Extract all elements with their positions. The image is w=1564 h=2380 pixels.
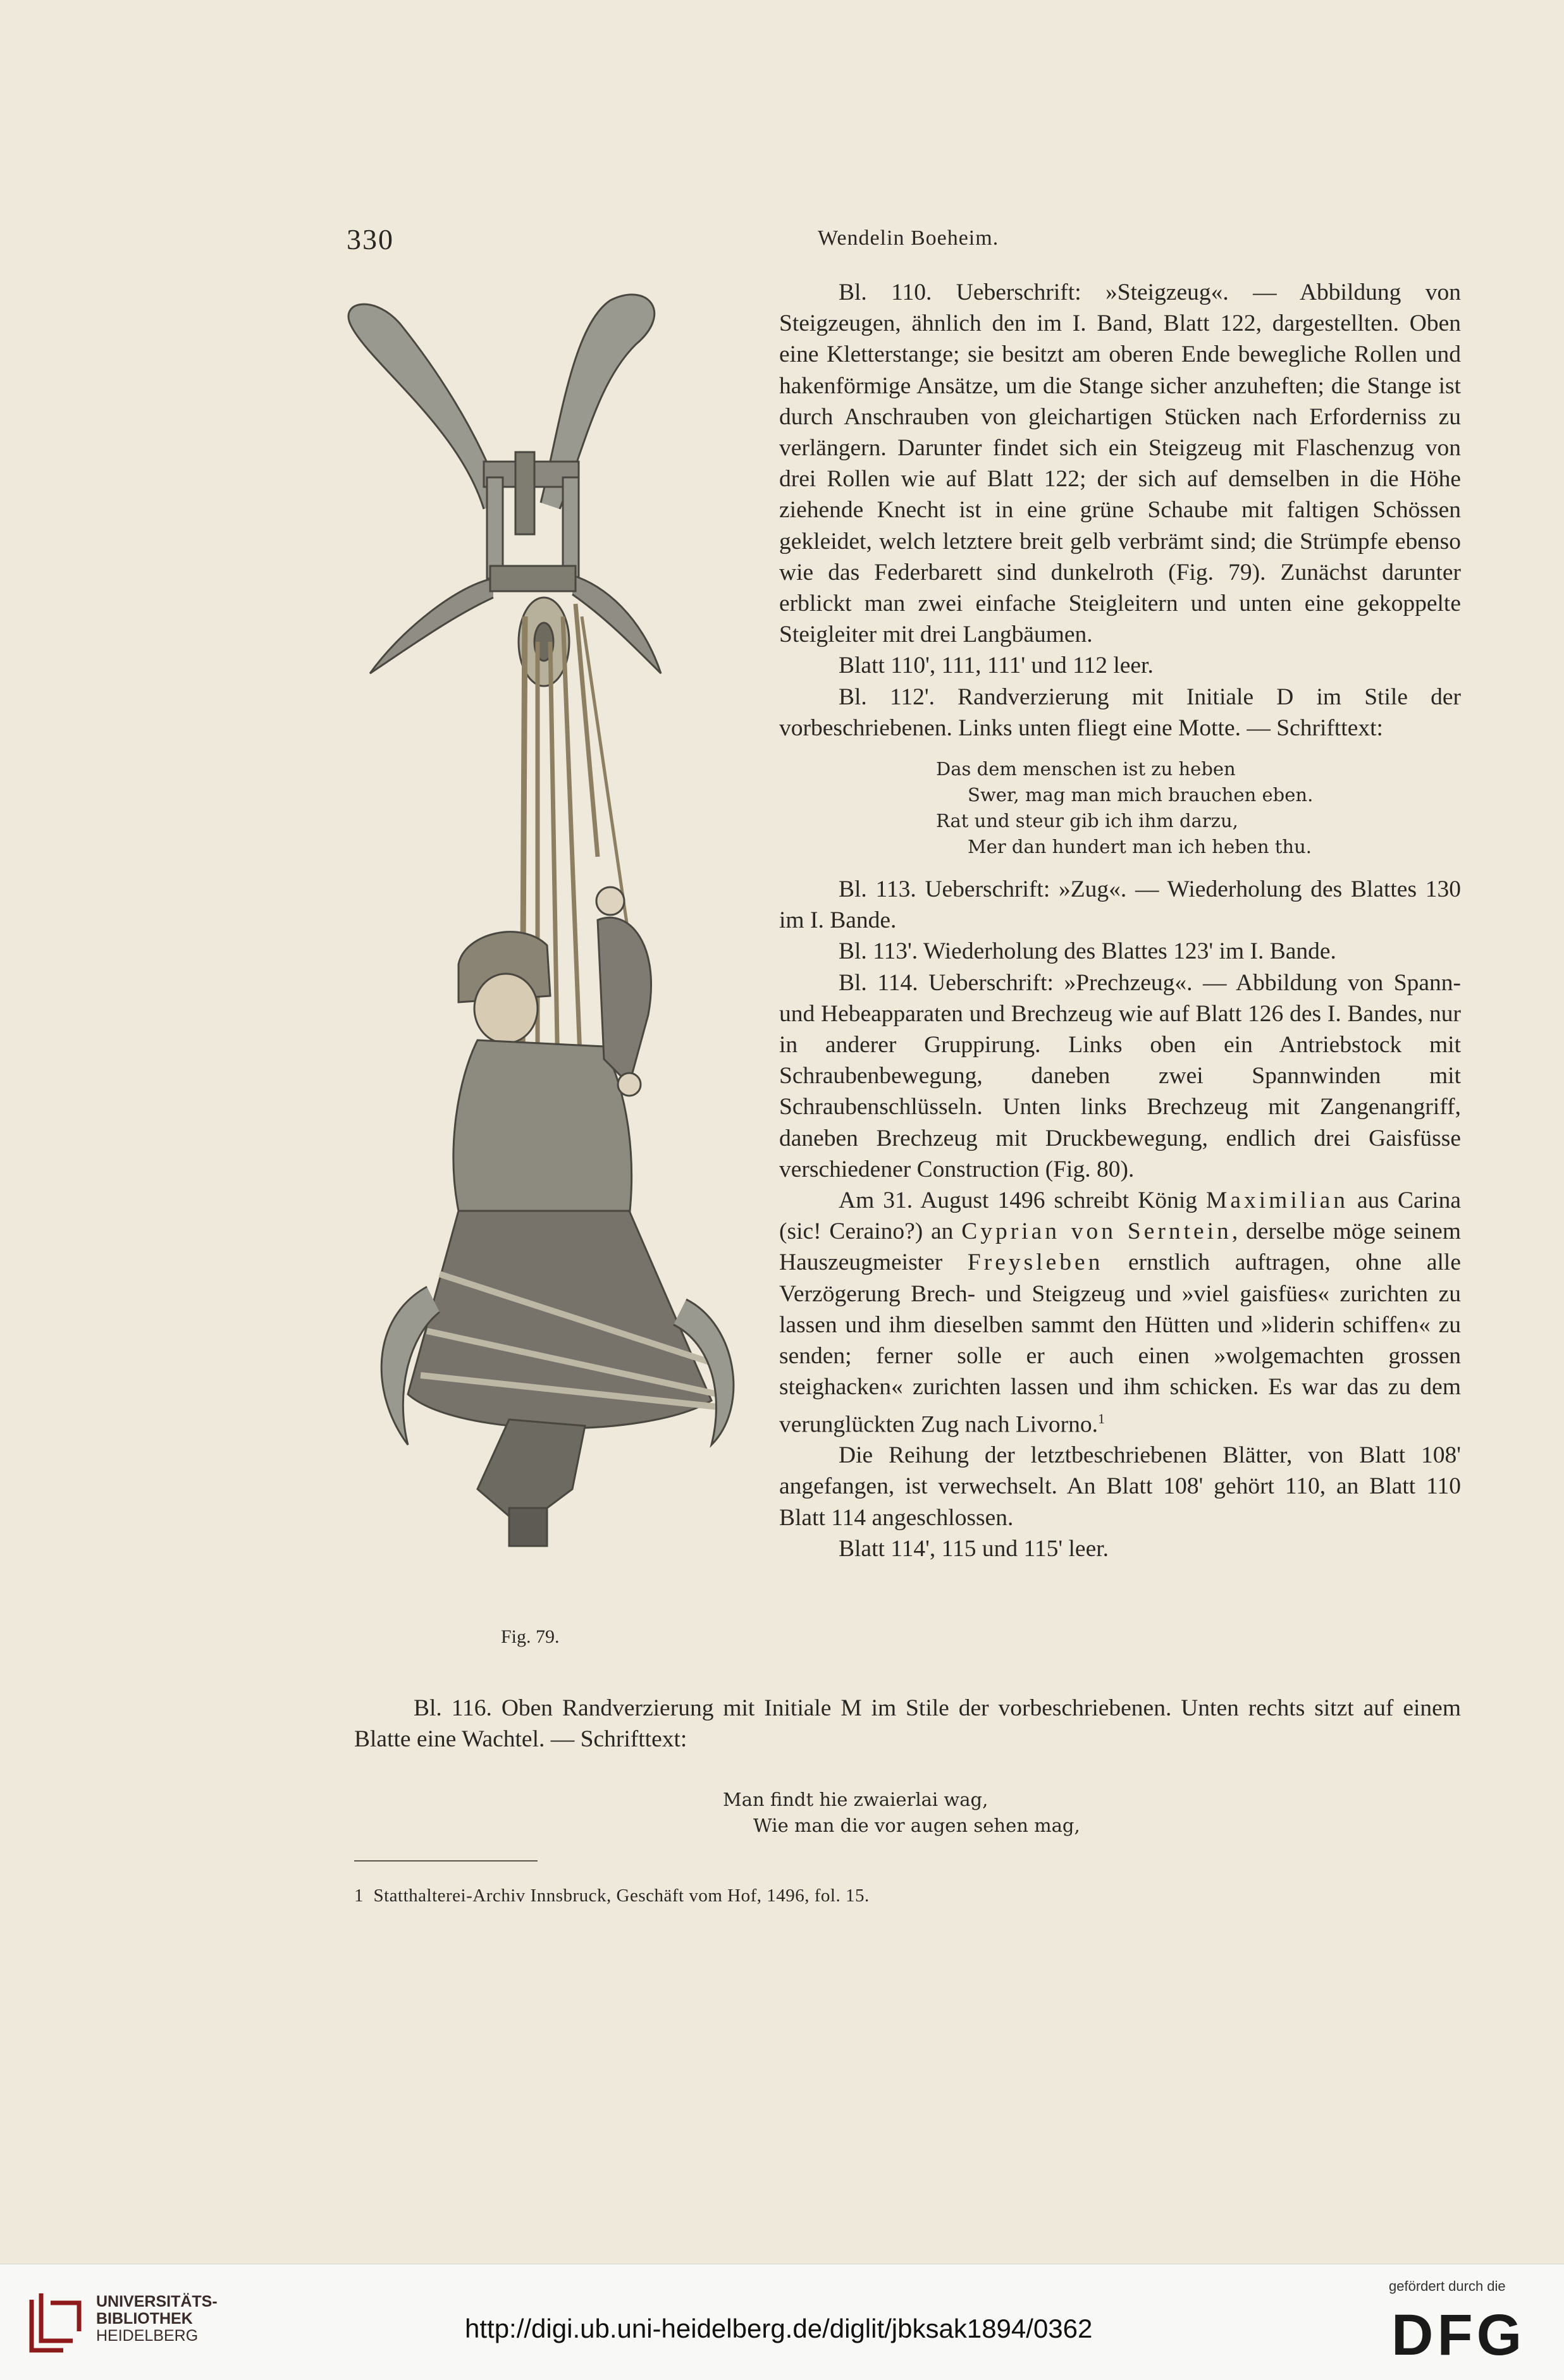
paragraph: Bl. 116. Oben Randverzierung mit Initiale M im Stile der vorbeschriebenen. Unten rechts sitzt auf einem Blatte eine Wachtel. — Schrifttext: — [354, 1695, 1461, 1753]
main-column — [779, 277, 1461, 1564]
verse-line: Das dem menschen ist zu heben — [936, 758, 1236, 780]
verse-line: Mer dan hundert man ich heben thu. — [968, 836, 1312, 858]
footnote-mark: 1 — [354, 1886, 364, 1906]
person-name: Cyprian von Serntein — [961, 1218, 1232, 1245]
paragraph: Die Reihung der letztbeschriebenen Blätter, von Blatt 108' angefangen, ist verwechselt. An Blatt 108' gehört 110, an Blatt 110 Blatt 114 angeschlossen. — [779, 1442, 1461, 1531]
verse-quote-2 — [723, 1787, 1080, 1839]
verse-line: Rat und steur gib ich ihm darzu, — [936, 810, 1238, 832]
verse-line: Swer, mag man mich brauchen eben. — [968, 784, 1314, 806]
library-name[interactable] — [96, 2293, 218, 2345]
paragraph: Bl. 113'. Wiederholung des Blattes 123' im I. Bande. — [839, 938, 1336, 965]
text-run: aus Carina (sic! Ceraino?) an — [779, 1187, 1461, 1245]
page-number: 330 — [347, 223, 394, 255]
library-logo-icon[interactable] — [25, 2287, 85, 2357]
verse-line: Wie man die vor augen sehen mag, — [753, 1815, 1080, 1836]
person-name: Maximilian — [1206, 1187, 1348, 1214]
footnote-ref: 1 — [1098, 1410, 1105, 1426]
verse-line: Man findt hie zwaierlai wag, — [723, 1789, 988, 1810]
funding-label: gefördert durch die — [1389, 2278, 1506, 2294]
person-name: Freysleben — [967, 1249, 1104, 1276]
paragraph: Bl. 114. Ueberschrift: »Prechzeug«. — Abbildung von Spann- und Hebeapparaten und Brechzeug wie auf Blatt 126 des I. Bandes, nur in anderer Gruppirung. Links oben ein Antriebstock mit Schraubenbewegung, daneben zwei Spannwinden mit Schraubenschlüsseln. Unten links Brechzeug mit Zangenangriff, daneben Brechzeug mit Druckbewegung, endlich drei Gaisfüsse verschiedener Construction (Fig. 80). — [779, 969, 1461, 1182]
text-run: ernstlich auftragen, ohne alle Verzögerung Brech- und Steigzeug und »viel gaisfües« zurichten zu lassen und ihm dieselben sammt den Hütten und »liderin schiffen« zu senden; ferner solle er auch einen »wolgemachten grossen steighacken« zurichten lassen und ihm schicken. Es war das zu dem verunglückten Zug nach Livorno. — [779, 1249, 1461, 1437]
footnote-text: Statthalterei-Archiv Innsbruck, Geschäft vom Hof, 1496, fol. 15. — [373, 1886, 870, 1906]
verse-quote — [936, 756, 1461, 860]
paragraph-maximilian — [779, 1185, 1461, 1440]
viewer-footer — [0, 2264, 1564, 2380]
running-head — [347, 223, 1485, 261]
paragraph: Bl. 110. Ueberschrift: »Steigzeug«. — Abbildung von Steigzeugen, ähnlich den im I. Band, Blatt 122, dargestellten. Oben eine Kletterstange; sie besitzt am oberen Ende bewegliche Rollen und hakenförmige Ansätze, um die Stange sicher anzuheften; die Stange ist durch Anschrauben von gleichartigen Stücken nach Erforderniss zu verlängern. Darunter findet sich ein Steigzeug mit Flaschenzug von drei Rollen wie auf Blatt 122; der sich auf demselben in die Höhe ziehende Knecht ist in eine grüne Schaube mit faltigen Schössen gekleidet, welch letztere breit gelb verbrämt sind; die Strümpfe ebenso wie das Federbarett sind dunkelroth (Fig. 79). Zunächst darunter erblickt man zwei einfache Steigleitern und unten eine gekoppelte Steigleiter mit drei Langbäumen. — [779, 279, 1461, 648]
paragraph: Bl. 113. Ueberschrift: »Zug«. — Wiederholung des Blattes 130 im I. Bande. — [779, 876, 1461, 934]
full-width-paragraph — [354, 1693, 1461, 1755]
figure-caption: Fig. 79. — [501, 1626, 560, 1647]
running-title: Wendelin Boeheim. — [818, 226, 999, 250]
paragraph: Blatt 114', 115 und 115' leer. — [839, 1535, 1109, 1562]
footnote-rule — [354, 1860, 538, 1862]
text-run: Am 31. August 1496 schreibt König — [839, 1187, 1207, 1214]
library-line: HEIDELBERG — [96, 2327, 199, 2345]
paragraph: Bl. 112'. Randverzierung mit Initiale D im Stile der vorbeschriebenen. Links unten fliegt eine Motte. — Schrifttext: — [779, 684, 1461, 741]
paragraph: Blatt 110', 111, 111' und 112 leer. — [839, 653, 1154, 679]
footnote — [354, 1886, 870, 1906]
library-line: UNIVERSITÄTS- — [96, 2293, 218, 2310]
library-line: BIBLIOTHEK — [96, 2310, 193, 2328]
steigzeug-illustration — [332, 288, 762, 1603]
text-run: , derselbe möge seinem Hauszeugmeister — [779, 1218, 1461, 1276]
dfg-logo[interactable]: DFG — [1391, 2303, 1526, 2367]
permalink-url[interactable]: http://digi.ub.uni-heidelberg.de/diglit/jbksak1894/0362 — [465, 2314, 1093, 2343]
